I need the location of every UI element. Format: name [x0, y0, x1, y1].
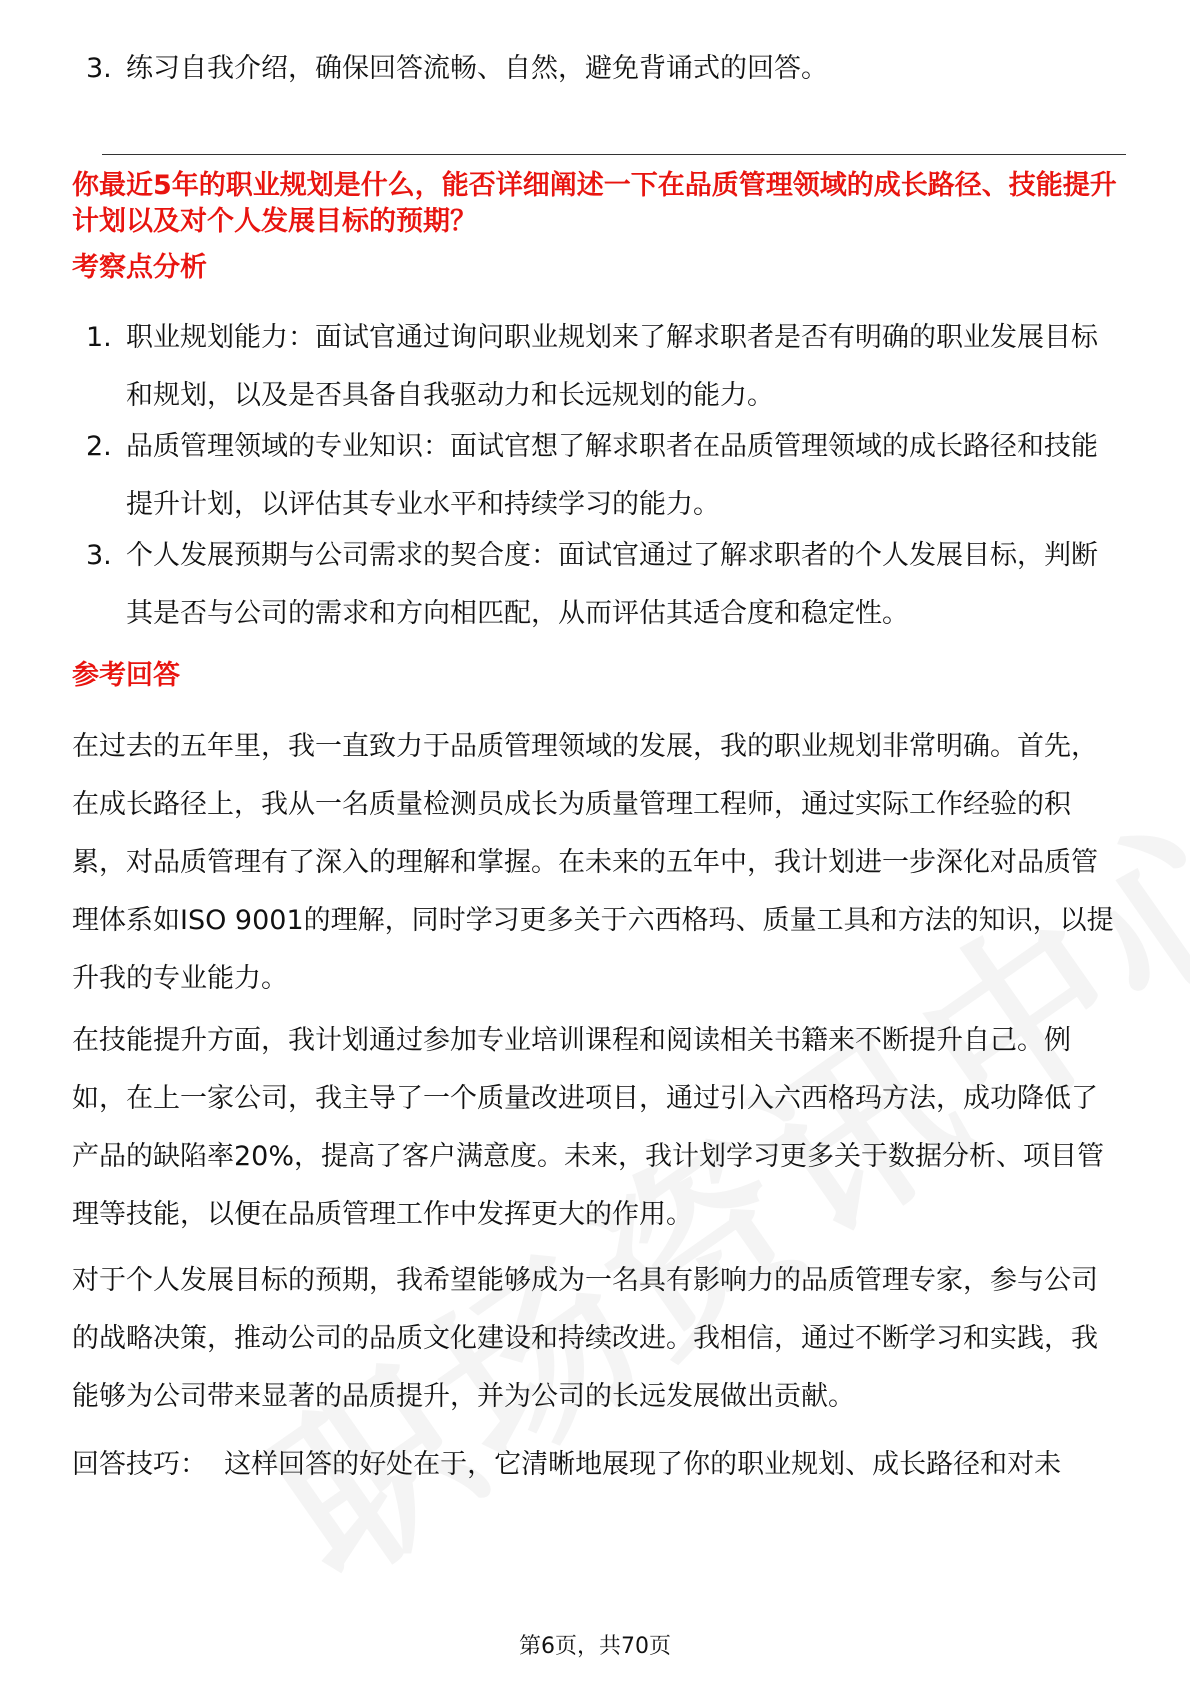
analysis-item-3: [72, 527, 1122, 643]
list-item-text: 职业规划能力：面试官通过询问职业规划来了解求职者是否有明确的职业发展目标和规划，以及是否具备自我驱动力和长远规划的能力。: [126, 322, 1098, 411]
list-item-text: 品质管理领域的专业知识：面试官想了解求职者在品质管理领域的成长路径和技能提升计划，以评估其专业水平和持续学习的能力。: [126, 431, 1098, 520]
analysis-heading: 考察点分析: [72, 252, 207, 283]
answer-paragraph-2: 在技能提升方面，我计划通过参加专业培训课程和阅读相关书籍来不断提升自己。例如，在上一家公司，我主导了一个质量改进项目，通过引入六西格玛方法，成功降低了产品的缺陷率20%，提高了客户满意度。未来，我计划学习更多关于数据分析、项目管理等技能，以便在品质管理工作中发挥更大的作用。: [72, 1025, 1105, 1230]
analysis-item-2: [72, 418, 1122, 534]
question-title: 你最近5年的职业规划是什么，能否详细阐述一下在品质管理领域的成长路径、技能提升计划以及对个人发展目标的预期？: [72, 170, 1117, 237]
list-item-number: 1.: [86, 322, 112, 353]
list-item-number: 3.: [86, 540, 112, 571]
list-item-number: 2.: [86, 431, 112, 462]
page-footer: 第6页，共70页: [519, 1634, 671, 1659]
answer-paragraph-1: 在过去的五年里，我一直致力于品质管理领域的发展，我的职业规划非常明确。首先，在成长路径上，我从一名质量检测员成长为质量管理工程师，通过实际工作经验的积累，对品质管理有了深入的理解和掌握。在未来的五年中，我计划进一步深化对品质管理体系如ISO 9001的理解，同时学习更多关于六西格玛、质量工具和方法的知识，以提升我的专业能力。: [72, 731, 1114, 994]
answer-tip: 回答技巧： 这样回答的好处在于，它清晰地展现了你的职业规划、成长路径和对未: [72, 1449, 1062, 1480]
list-item-text: 练习自我介绍，确保回答流畅、自然，避免背诵式的回答。: [126, 53, 828, 84]
list-item-text: 个人发展预期与公司需求的契合度：面试官通过了解求职者的个人发展目标，判断其是否与公司的需求和方向相匹配，从而评估其适合度和稳定性。: [126, 540, 1098, 629]
answer-heading: 参考回答: [72, 660, 180, 691]
answer-paragraph-3: 对于个人发展目标的预期，我希望能够成为一名具有影响力的品质管理专家，参与公司的战略决策，推动公司的品质文化建设和持续改进。我相信，通过不断学习和实践，我能够为公司带来显著的品质提升，并为公司的长远发展做出贡献。: [72, 1265, 1098, 1412]
list-item-number: 3.: [86, 53, 112, 84]
section-divider: [102, 154, 1126, 155]
analysis-item-1: [72, 309, 1122, 425]
list-item: [72, 40, 1122, 98]
